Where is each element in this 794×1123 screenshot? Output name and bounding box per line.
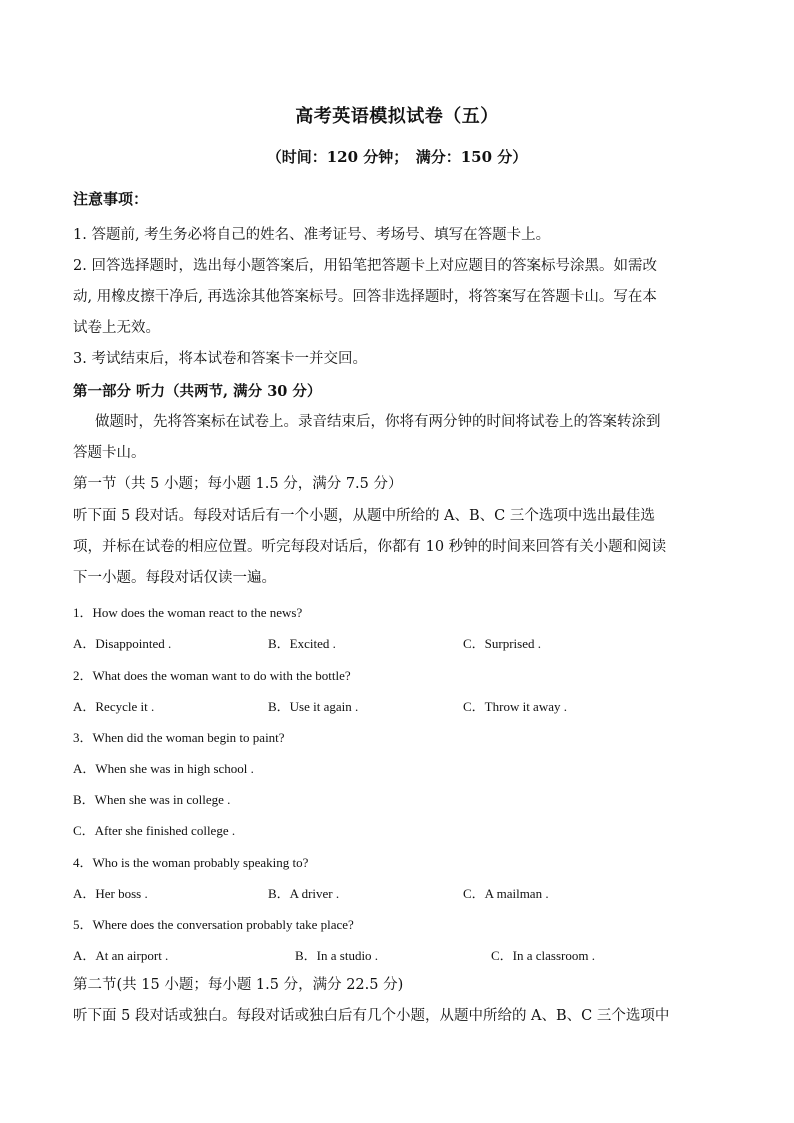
question-4-stem: 4．Who is the woman probably speaking to? — [73, 855, 309, 870]
notice-item-3: 3. 考试结束后，将本试卷和答案卡一并交回。 — [73, 351, 367, 367]
exam-time-score: （时间：120 分钟； 满分：150 分） — [266, 148, 528, 166]
notice-item-2-line-1: 2. 回答选择题时，选出每小题答案后，用铅笔把答题卡上对应题目的答案标号涂黑。如需改 — [73, 258, 657, 274]
part1-heading: 第一部分 听力（共两节, 满分 30 分） — [73, 383, 322, 400]
page-title: 高考英语模拟试卷（五） — [295, 106, 499, 127]
question-1-stem: 1．How does the woman react to the news? — [73, 605, 303, 620]
section2-heading: 第二节(共 15 小题；每小题 1.5 分，满分 22.5 分) — [73, 977, 404, 993]
question-4-option-a: A．Her boss . — [73, 886, 148, 901]
question-3-stem: 3．When did the woman begin to paint? — [73, 730, 285, 745]
question-2-option-a: A．Recycle it . — [73, 699, 155, 714]
part1-intro-line-2: 答题卡山。 — [73, 445, 146, 461]
notice-item-1: 1. 答题前, 考生务必将自己的姓名、准考证号、考场号、填写在答题卡上。 — [73, 227, 551, 243]
question-2-option-b: B．Use it again . — [268, 699, 359, 714]
question-3-option-b: B．When she was in college . — [73, 792, 231, 807]
question-5-stem: 5．Where does the conversation probably take place? — [73, 917, 354, 932]
question-2-stem: 2．What does the woman want to do with the bottle? — [73, 668, 351, 683]
notice-item-2-line-3: 试卷上无效。 — [73, 320, 160, 336]
section2-intro-line-1: 听下面 5 段对话或独白。每段对话或独白后有几个小题，从题中所给的 A、B、C 三个选项中 — [73, 1008, 670, 1024]
section1-intro-line-3: 下一小题。每段对话仅读一遍。 — [73, 570, 276, 586]
question-3-option-a: A．When she was in high school . — [73, 761, 254, 776]
question-5-option-a: A．At an airport . — [73, 948, 169, 963]
question-5-option-c: C．In a classroom . — [491, 948, 595, 963]
section1-intro-line-1: 听下面 5 段对话。每段对话后有一个小题，从题中所给的 A、B、C 三个选项中选出最佳选 — [73, 508, 655, 524]
question-3-option-c: C．After she finished college . — [73, 823, 236, 838]
section1-heading: 第一节（共 5 小题；每小题 1.5 分，满分 7.5 分） — [73, 476, 403, 492]
question-4-option-b: B．A driver . — [268, 886, 340, 901]
question-4-option-c: C．A mailman . — [463, 886, 549, 901]
section1-intro-line-2: 项，并标在试卷的相应位置。听完每段对话后，你都有 10 秒钟的时间来回答有关小题和阅读 — [73, 539, 667, 555]
question-2-option-c: C．Throw it away . — [463, 699, 567, 714]
question-1-option-a: A．Disappointed . — [73, 636, 172, 651]
question-1-option-b: B．Excited . — [268, 636, 336, 651]
question-1-option-c: C．Surprised . — [463, 636, 542, 651]
question-5-option-b: B．In a studio . — [295, 948, 379, 963]
notice-item-2-line-2: 动, 用橡皮擦干净后, 再选涂其他答案标号。回答非选择题时，将答案写在答题卡山。写在本 — [73, 289, 657, 305]
notice-heading: 注意事项： — [73, 190, 149, 208]
part1-intro-line-1: 做题时，先将答案标在试卷上。录音结束后，你将有两分钟的时间将试卷上的答案转涂到 — [95, 414, 661, 430]
